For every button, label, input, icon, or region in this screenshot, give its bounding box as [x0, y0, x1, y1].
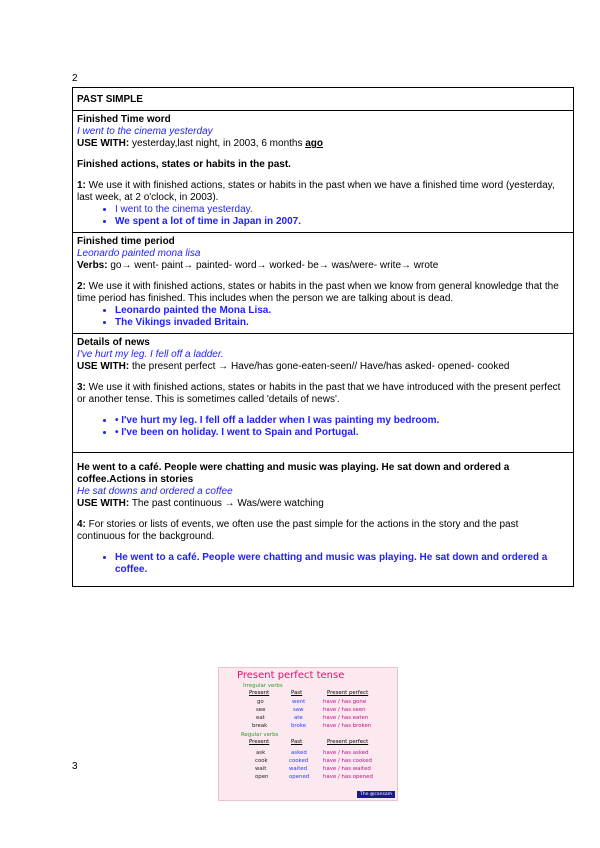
section4-heading: He went to a café. People were chatting and music was playing. He sat down and ordered a coffee.Actions in stories — [77, 462, 510, 485]
list-item: • Leonardo painted the Mona Lisa. — [115, 305, 569, 317]
use-with-label: USE WITH: — [77, 361, 130, 372]
section2-rule — [77, 281, 569, 305]
page-number-3: 3 — [72, 761, 78, 772]
regular-perfect: have / has opened — [323, 774, 373, 780]
col-header-past: Past — [291, 690, 303, 696]
col-header-present-perfect: Present perfect — [327, 739, 369, 745]
regular-present: wait — [255, 766, 267, 772]
irregular-past: went — [292, 699, 306, 705]
section-details-of-news — [73, 334, 574, 453]
chart-title: Present perfect tense — [237, 670, 345, 681]
section2-heading: Finished time period — [77, 236, 175, 247]
col-header-present: Present — [249, 690, 270, 696]
col-header-past: Past — [291, 739, 303, 745]
use-with-text: the present perfect → Have/has gone-eaten-seen// Have/has asked- opened- cooked — [129, 361, 510, 372]
irregular-verbs-label: Irregular verbs — [243, 683, 283, 689]
section2-bullets — [77, 305, 569, 329]
irregular-perfect: have / has eaten — [323, 715, 369, 721]
list-item: • I went to the cinema yesterday. — [115, 204, 569, 216]
section4-example: He sat downs and ordered a coffee — [77, 486, 233, 497]
list-item: • We spent a lot of time in Japan in 2007. — [115, 216, 569, 228]
regular-perfect: have / has asked — [323, 750, 369, 756]
regular-present: cook — [255, 758, 268, 764]
section3-use-with — [77, 361, 569, 373]
section4-bullets — [77, 552, 569, 576]
section1-heading: Finished Time word — [77, 114, 171, 125]
irregular-perfect: have / has broken — [323, 723, 372, 729]
rule-number: 3: — [77, 382, 86, 393]
list-item: • He went to a café. People were chatting and music was playing. He sat down and ordered a coffee. — [115, 552, 569, 576]
rule-number: 4: — [77, 519, 86, 530]
section-finished-time-word — [73, 111, 574, 233]
section1-use-with — [77, 138, 569, 150]
section2-verbs — [77, 260, 569, 272]
irregular-present: break — [252, 723, 268, 729]
table-title: PAST SIMPLE — [73, 88, 574, 111]
list-item: • • I've been on holiday. I went to Spain and Portugal. — [115, 427, 569, 439]
irregular-present: see — [256, 707, 266, 713]
table-header-row — [73, 88, 574, 111]
regular-present: ask — [256, 750, 266, 756]
regular-present: open — [255, 774, 269, 780]
regular-past: waited — [289, 766, 308, 772]
use-with-text: yesterday,last night, in 2003, 6 months — [129, 138, 306, 149]
rule-number: 1: — [77, 180, 86, 191]
irregular-perfect: have / has gone — [323, 699, 367, 705]
regular-perfect: have / has cooked — [323, 758, 372, 764]
regular-perfect: have / has waited — [323, 766, 371, 772]
past-simple-table — [72, 87, 574, 587]
col-header-present-perfect: Present perfect — [327, 690, 369, 696]
section4-use-with — [77, 498, 569, 510]
irregular-past: broke — [291, 723, 307, 729]
regular-past: asked — [291, 750, 307, 756]
rule-text: For stories or lists of events, we often use the past simple for the actions in the story and the past continuous for the background. — [77, 519, 519, 542]
page-number-2: 2 — [72, 73, 78, 84]
rule-text: We use it with finished actions, states or habits in the past that we have introduced with the present perfect or another tense. This is sometimes called 'details of news'. — [77, 382, 561, 405]
irregular-past: ate — [294, 715, 303, 721]
section3-rule — [77, 382, 569, 406]
use-with-label: USE WITH: — [77, 138, 130, 149]
section4-rule — [77, 519, 569, 543]
chart-badge: The @cansam — [357, 791, 395, 798]
verbs-label: Verbs: — [77, 260, 108, 271]
section3-heading: Details of news — [77, 337, 150, 348]
irregular-perfect: have / has seen — [323, 707, 366, 713]
use-with-label: USE WITH: — [77, 498, 130, 509]
section-finished-time-period — [73, 233, 574, 334]
section-actions-in-stories — [73, 453, 574, 587]
regular-verbs-label: Regular verbs — [241, 732, 279, 738]
use-with-text: The past continuous → Was/were watching — [129, 498, 324, 509]
col-header-present: Present — [249, 739, 270, 745]
section1-subheading: Finished actions, states or habits in the past. — [77, 159, 291, 170]
rule-number: 2: — [77, 281, 86, 292]
irregular-present: go — [257, 699, 264, 705]
list-item: • The Vikings invaded Britain. — [115, 317, 569, 329]
section3-bullets — [77, 415, 569, 439]
irregular-past: saw — [293, 707, 304, 713]
use-with-ago: ago — [305, 138, 324, 149]
section2-example: Leonardo painted mona lisa — [77, 248, 201, 259]
irregular-present: eat — [256, 715, 265, 721]
rule-text: We use it with finished actions, states or habits in the past when we have a finished time word (yesterday, last week, at 2 o'clock, in 2003). — [77, 180, 555, 203]
section1-example: I went to the cinema yesterday — [77, 126, 213, 137]
section1-rule — [77, 180, 569, 204]
section3-example: I've hurt my leg. I fell off a ladder. — [77, 349, 224, 360]
present-perfect-chart-image — [218, 667, 398, 801]
rule-text: We use it with finished actions, states or habits in the past when we know from general knowledge that the time period has finished. This includes when the person we are talking about is dead. — [77, 281, 559, 304]
list-item: • • I've hurt my leg. I fell off a ladder when I was painting my bedroom. — [115, 415, 569, 427]
section1-bullets — [77, 204, 569, 228]
regular-past: opened — [289, 774, 310, 780]
regular-past: cooked — [289, 758, 309, 764]
verbs-text: go→ went- paint→ painted- word→ worked- be→ was/were- write→ wrote — [107, 260, 439, 271]
